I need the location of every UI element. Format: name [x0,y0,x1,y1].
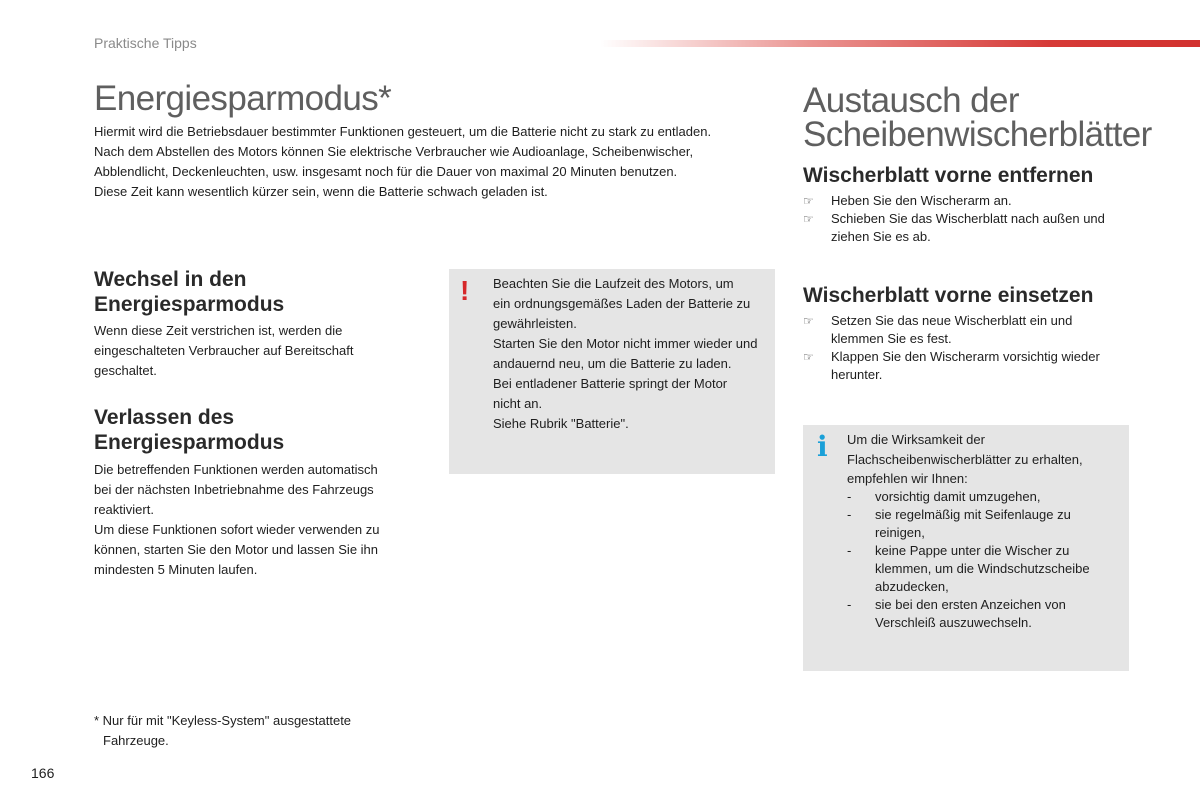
page-title: Energiesparmodus* [94,79,392,118]
insert-steps [803,312,1123,384]
dash-bullet: - [847,507,852,522]
dash-bullet: - [847,543,852,558]
footnote: * Nur für mit "Keyless-System" ausgestattete Fahrzeuge. [94,713,352,748]
switch-text: Wenn diese Zeit verstrichen ist, werden die eingeschalteten Verbraucher auf Bereitschaft geschaltet. [94,323,354,378]
intro-paragraph [94,122,774,202]
dash-bullet: - [847,489,852,504]
pointing-hand-icon: ☞ [803,194,814,208]
remove-steps [803,192,1123,246]
intro-line: Hiermit wird die Betriebsdauer bestimmter Funktionen gesteuert, um die Batterie nicht zu stark zu entladen. [94,124,712,139]
switch-heading: Wechsel in den Energiesparmodus [94,268,285,316]
warning-icon: ! [460,275,470,306]
warning-text: Beachten Sie die Laufzeit des Motors, um ein ordnungsgemäßes Laden der Batterie zu gewährleisten. Starten Sie den Motor nicht immer wieder und andauernd neu, um die Batterie zu laden. Bei entladener Batterie springt der Motor nicht an. Siehe Rubrik "Batterie". [493,276,758,431]
intro-line: Nach dem Abstellen des Motors können Sie elektrische Verbraucher wie Audioanlage, Scheibenwischer, [94,144,694,159]
list-item: ☞ Schieben Sie das Wischerblatt nach außen und ziehen Sie es ab. [803,211,1105,244]
dash-bullet: - [847,597,852,612]
pointing-hand-icon: ☞ [803,314,814,328]
insert-heading: Wischerblatt vorne einsetzen [803,284,1094,307]
page-number: 166 [31,765,55,781]
intro-line: Diese Zeit kann wesentlich kürzer sein, wenn die Batterie schwach geladen ist. [94,184,548,199]
pointing-hand-icon: ☞ [803,350,814,364]
list-item: - keine Pappe unter die Wischer zu klemmen, um die Windschutzscheibe abzudecken, [847,543,1090,594]
header-accent-bar [600,40,1200,47]
list-item: ☞ Klappen Sie den Wischerarm vorsichtig wieder herunter. [803,349,1100,382]
exit-heading: Verlassen des Energiesparmodus [94,406,285,454]
info-icon: i [817,430,828,463]
list-item: - sie bei den ersten Anzeichen von Verschleiß auszuwechseln. [847,597,1066,630]
pointing-hand-icon: ☞ [803,212,814,226]
remove-heading: Wischerblatt vorne entfernen [803,164,1094,187]
list-item: - vorsichtig damit umzugehen, [847,489,1041,504]
list-item: ☞ Setzen Sie das neue Wischerblatt ein und klemmen Sie es fest. [803,313,1073,346]
section-label: Praktische Tipps [94,35,197,51]
list-item: ☞ Heben Sie den Wischerarm an. [803,193,1012,208]
intro-line: Abblendlicht, Deckenleuchten, usw. insgesamt noch für die Dauer von maximal 20 Minuten benutzen. [94,164,678,179]
exit-text: Die betreffenden Funktionen werden automatisch bei der nächsten Inbetriebnahme des Fahrzeugs reaktiviert. Um diese Funktionen sofort wieder verwenden zu können, starten Sie den Motor und lassen Sie ihn mindesten 5 Minuten laufen. [94,462,380,577]
right-title: Austausch der Scheibenwischerblätter [803,81,1152,154]
info-text: Um die Wirksamkeit der Flachscheibenwischerblätter zu erhalten, empfehlen wir Ihnen: - vorsichtig damit umzugehen, - sie regelmäßig mit Seifenlauge zu reinigen, - keine Pappe unter die Wischer zu klemmen, um die Windschutzscheibe abzudecken, - sie bei den ersten Anzeichen von Verschleiß auszuwechseln. [847,430,1122,632]
list-item: - sie regelmäßig mit Seifenlauge zu reinigen, [847,507,1071,540]
